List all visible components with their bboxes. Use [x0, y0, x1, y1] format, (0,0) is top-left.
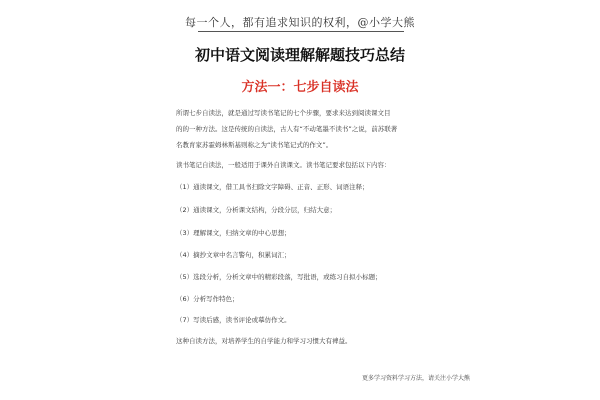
- intro-line-1: 所谓七步自读法，就是通过写读书笔记的七个步骤，要求来达到阅读课文目: [176, 109, 391, 117]
- step-item-6: （6）分析写作特色；: [176, 295, 239, 303]
- intro-line-2: 的的一种方法。这是传统的自读法，古人有“不动笔墨不读书”之说，前苏联著: [176, 125, 398, 133]
- intro-line-3: 名教育家苏霍姆林斯基则称之为“读书笔记式的作文”。: [176, 141, 333, 149]
- document-title: 初中语文阅读理解解题技巧总结: [194, 46, 405, 64]
- header-divider: [198, 31, 404, 32]
- method-heading: 方法一：七步自读法: [241, 80, 359, 95]
- step-item-1: （1）通读课文，借工具书扫除文字障碍、正音、正形、词语注释；: [176, 183, 369, 191]
- conclusion-line: 这种自读方法，对培养学生的自学能力和学习习惯大有裨益。: [176, 337, 352, 345]
- step-item-2: （2）通读课文，分析课文结构，分段分层，归结大意；: [176, 206, 337, 214]
- usage-line: 读书笔记自读法，一般适用于课外自读课文。读书笔记要求包括以下内容：: [176, 161, 391, 169]
- footer-note: 更多学习资料学习方法，请关注小学大熊: [361, 375, 470, 382]
- step-item-4: （4）摘抄文章中名言警句，积累词汇；: [176, 251, 291, 259]
- header-watermark: 每一个人，都有追求知识的权利，@小学大熊: [185, 16, 415, 29]
- step-item-3: （3）理解课文，归纳文章的中心思想；: [176, 229, 291, 237]
- step-item-7: （7）写读后感，读书评论或摹仿作文。: [176, 316, 291, 324]
- step-item-5: （5）选段分析，分析文章中的精彩段落，写批语，或练习自拟小标题；: [176, 273, 382, 281]
